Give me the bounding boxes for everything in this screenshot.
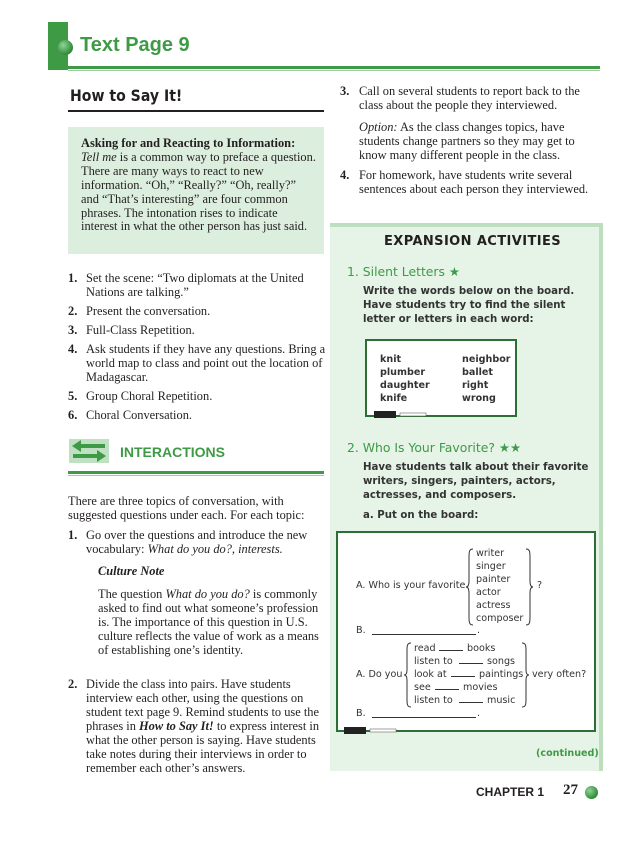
- step-number: 5.: [68, 389, 78, 403]
- board-c-end: very often?: [532, 669, 587, 680]
- list-item: [68, 408, 330, 422]
- verb-see: see: [414, 682, 431, 693]
- item-number: 2.: [68, 677, 78, 691]
- interactions-intro: There are three topics of conversation, with suggested questions under each. For each topic:: [68, 494, 305, 522]
- verb-look-at: look at: [414, 669, 447, 680]
- header-rule: [68, 66, 600, 69]
- option-actor: actor: [476, 587, 501, 598]
- tip-box: [68, 127, 324, 254]
- word-knit: knit: [380, 354, 402, 365]
- interactions-rule-light: [68, 475, 324, 476]
- step-number: 4.: [340, 168, 350, 182]
- interactions-item-1: [68, 528, 330, 556]
- option-actress: actress: [476, 600, 511, 611]
- object-songs: songs: [487, 656, 516, 667]
- object-paintings: paintings: [479, 669, 524, 680]
- step-text: Present the conversation.: [86, 304, 211, 318]
- word-ballet: ballet: [462, 367, 494, 378]
- chalk-eraser-icon: [342, 726, 402, 736]
- culture-note-title: Culture Note: [98, 564, 165, 578]
- activity-1-text: Write the words below on the board. Have students try to find the silent letter or letters in each word:: [363, 286, 575, 325]
- list-item: [68, 304, 330, 318]
- step-text: For homework, have students write several sentences about each person they interviewed.: [359, 168, 589, 196]
- steps-list: [68, 271, 330, 422]
- culture-post: is commonly asked to find out what someone’s profession is. The importance of this question in U.S. culture reflects the value of work as a means of establishing one’s identity.: [98, 587, 319, 657]
- culture-note-text: [98, 587, 330, 657]
- list-item: [340, 84, 602, 162]
- word-right: right: [462, 380, 489, 391]
- item-number: 1.: [68, 528, 78, 542]
- connector-line: [459, 702, 483, 703]
- step-text: Choral Conversation.: [86, 408, 192, 422]
- chapter-label: CHAPTER 1: [476, 785, 545, 799]
- word-daughter: daughter: [380, 380, 430, 391]
- item-text: Divide the class into pairs. Have students interview each other, using the questions on student text page 9. Remind students to use the phrases in: [86, 677, 319, 733]
- word-plumber: plumber: [380, 367, 426, 378]
- list-item: [68, 389, 330, 403]
- header-bullet-icon: [58, 40, 73, 55]
- list-item: [68, 342, 330, 384]
- step-text: Ask students if they have any questions. Bring a world map to class and point out the location of Madagascar.: [86, 342, 326, 384]
- step-text: Full-Class Repetition.: [86, 323, 195, 337]
- right-steps-list: [340, 84, 602, 196]
- object-books: books: [467, 643, 496, 654]
- board-b-end: .: [477, 625, 481, 636]
- step-text: Set the scene: “Two diplomats at the United Nations are talking.”: [86, 271, 304, 299]
- word-knife: knife: [380, 393, 408, 404]
- tip-italic: Tell me: [81, 149, 117, 164]
- board-b-label: B.: [356, 625, 366, 636]
- step-text: Call on several students to report back to the class about the people they interviewed.: [359, 84, 580, 112]
- how-to-say-it-heading: How to Say It!: [70, 86, 183, 105]
- header-rule-light: [68, 70, 600, 71]
- answer-line: [372, 717, 476, 718]
- option-singer: singer: [476, 561, 506, 572]
- left-brace-icon: [466, 548, 474, 626]
- item-text-rest: to express interest in what the other person is saying. Have students take notes during their interviews in order to remember each other’s answers.: [86, 719, 320, 775]
- how-to-rule: [68, 110, 324, 112]
- tip-text: [81, 137, 316, 234]
- board-c-label: A. Do you: [356, 669, 403, 680]
- item-italic: What do you do?, interests.: [147, 542, 283, 556]
- connector-line: [439, 650, 463, 651]
- footer-bullet-icon: [585, 786, 598, 799]
- page-title: Text Page 9: [80, 34, 190, 56]
- step-number: 1.: [68, 271, 78, 285]
- interactions-item-2: [68, 677, 330, 775]
- right-brace-icon: [521, 642, 529, 708]
- option-note: [359, 120, 602, 162]
- step-number: 3.: [68, 323, 78, 337]
- board-a-label: A. Who is your favorite: [356, 580, 466, 591]
- page-number: 27: [563, 782, 578, 798]
- culture-pre: The question: [98, 587, 163, 601]
- item-text: Go over the questions and introduce the new vocabulary:: [86, 528, 308, 556]
- connector-line: [435, 689, 459, 690]
- expansion-heading: EXPANSION ACTIVITIES: [384, 234, 561, 249]
- activity-2-text: Have students talk about their favorite writers, singers, painters, actors, actresses, and composers.: [363, 462, 589, 501]
- connector-line: [459, 663, 483, 664]
- verb-listen-to: listen to: [414, 656, 453, 667]
- right-brace-icon: [525, 548, 533, 626]
- option-text: As the class changes topics, have students change partners so they may get to know many different people in the class.: [359, 120, 575, 162]
- step-number: 6.: [68, 408, 78, 422]
- activity-2-sub: a. Put on the board:: [363, 510, 479, 521]
- culture-italic: What do you do?: [165, 587, 250, 601]
- step-number: 4.: [68, 342, 78, 356]
- option-composer: composer: [476, 613, 524, 624]
- activity-2-title: 2. Who Is Your Favorite? ★★: [347, 440, 522, 455]
- step-number: 3.: [340, 84, 350, 98]
- interactions-rule: [68, 471, 324, 474]
- left-brace-icon: [404, 642, 412, 708]
- board-d-end: .: [477, 708, 481, 719]
- step-text: Group Choral Repetition.: [86, 389, 213, 403]
- option-writer: writer: [476, 548, 505, 559]
- verb-listen-to-2: listen to: [414, 695, 453, 706]
- interactions-arrows-icon: [69, 437, 109, 465]
- tip-body: is a common way to preface a question. There are many ways to react to new information. “Oh,” “Really?” “Oh, really?” and “That’s interesting” are four common phrases. The intonation rises to indicate interest in what the other person has just said.: [81, 149, 316, 234]
- object-music: music: [487, 695, 516, 706]
- step-number: 2.: [68, 304, 78, 318]
- word-neighbor: neighbor: [462, 354, 511, 365]
- item-bold-italic: How to Say It!: [139, 719, 214, 733]
- tip-title: Asking for and Reacting to Information:: [81, 136, 296, 150]
- board-d-label: B.: [356, 708, 366, 719]
- board-a-end: ?: [537, 580, 543, 591]
- list-item: [68, 271, 330, 299]
- connector-line: [451, 676, 475, 677]
- option-painter: painter: [476, 574, 511, 585]
- object-movies: movies: [463, 682, 498, 693]
- verb-read: read: [414, 643, 436, 654]
- answer-line: [372, 634, 476, 635]
- list-item: [340, 168, 602, 196]
- list-item: [68, 323, 330, 337]
- interactions-heading: INTERACTIONS: [120, 444, 225, 460]
- chalk-eraser-icon: [372, 410, 432, 420]
- chalkboard-2: [336, 531, 596, 732]
- chalkboard-1: [365, 339, 517, 417]
- continued-label: (continued): [536, 748, 599, 759]
- word-wrong: wrong: [462, 393, 496, 404]
- activity-1-title: 1. Silent Letters ★: [347, 264, 461, 279]
- option-label: Option:: [359, 120, 398, 134]
